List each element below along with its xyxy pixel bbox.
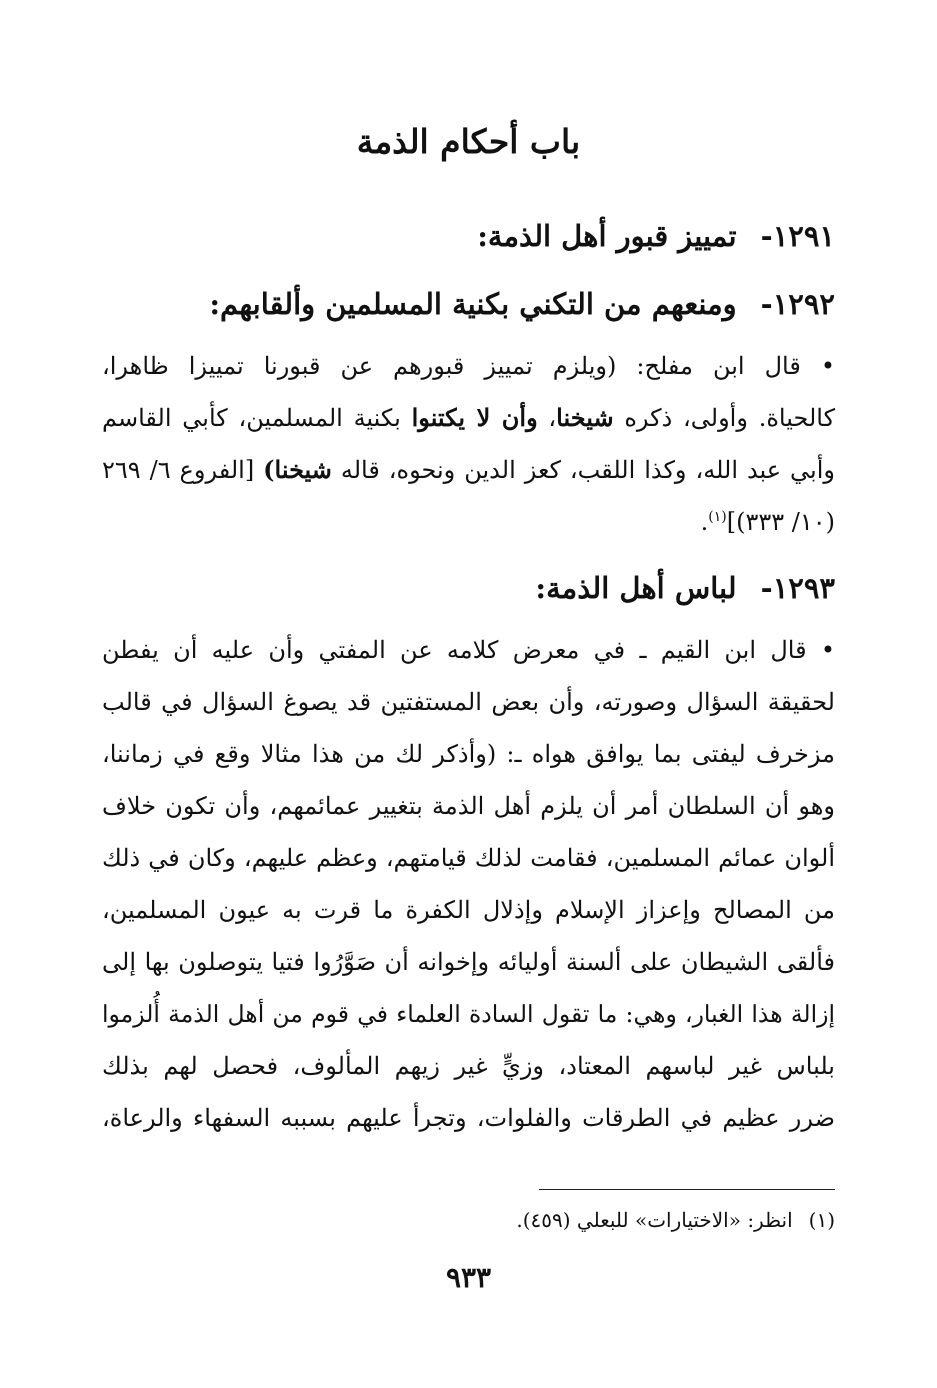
text-run: (١٠/ ٣٣٣)] [726, 508, 835, 536]
text-line: وهو أن السلطان أمر أن يلزم أهل الذمة بتغيير عمائمهم، وأن تكون خلاف [102, 792, 835, 820]
page-number: ٩٣٣ [445, 1261, 492, 1294]
entry-heading-1291 [102, 214, 835, 258]
entry-title: لباس أهل الذمة: [535, 571, 737, 605]
text-line: لحقيقة السؤال وصورته، وأن بعض المستفتين قد يصوغ السؤال في قالب [102, 688, 835, 716]
entry-number: ١٢٩٢- [760, 287, 835, 321]
entry-number: ١٢٩١- [760, 219, 835, 253]
text-run: كالحياة. وأولى، ذكره [613, 404, 836, 432]
text-line [102, 392, 835, 444]
text-run: [الفروع ٦/ ٢٦٩ [102, 456, 264, 484]
text-line: إزالة هذا الغبار، وهي: ما تقول السادة العلماء في قوم من أهل الذمة أُلزموا [102, 1000, 835, 1028]
bold-run: وأن لا يكتنوا [411, 403, 538, 432]
footnote-divider [539, 1189, 835, 1190]
entry-heading-1293 [102, 566, 835, 610]
text-run: بكنية المسلمين، كأبي القاسم [102, 404, 412, 432]
text-line: فألقى الشيطان على ألسنة أوليائه وإخوانه أن صَوَّرُوا فتيا يتوصلون بها إلى [102, 948, 835, 976]
chapter-title: باب أحكام الذمة [356, 122, 581, 161]
text-line [102, 496, 835, 548]
text-line: من المصالح وإعزاز الإسلام وإذلال الكفرة ما قرت به عيون المسلمين، [102, 896, 835, 924]
text-line: • قال ابن القيم ـ في معرض كلامه عن المفتي وأن عليه أن يفطن [102, 636, 835, 664]
footnote [102, 1202, 835, 1238]
text-line: ضرر عظيم في الطرقات والفلوات، وتجرأ عليهم بسببه السفهاء والرعاة، [102, 1104, 835, 1132]
text-line: بلباس غير لباسهم المعتاد، وزيٍّ غير زيهم المألوف، فحصل لهم بذلك [102, 1052, 835, 1080]
footnote-text: انظر: «الاختيارات» للبعلي (٤٥٩). [516, 1208, 793, 1232]
entry-title: ومنعهم من التكني بكنية المسلمين وألقابهم: [209, 287, 737, 321]
text-line: • قال ابن مفلح: (ويلزم تمييز قبورهم عن قبورنا تمييزا ظاهرا، [102, 352, 835, 380]
text-line: ألوان عمائم المسلمين، فقامت لذلك قيامتهم، وعظم عليهم، وكان في ذلك [102, 844, 835, 872]
text-line [102, 444, 835, 496]
entry-title: تمييز قبور أهل الذمة: [477, 219, 737, 253]
bold-run: شيخنا) [263, 455, 332, 484]
paragraph-ibn-al-qayyim [102, 624, 835, 1144]
text-run: . [700, 508, 709, 536]
paragraph-ibn-muflih [102, 340, 835, 548]
text-run: ، [537, 404, 557, 432]
entry-number: ١٢٩٣- [760, 571, 835, 605]
footnote-ref: (١) [708, 509, 727, 525]
bold-run: شيخنا [556, 403, 614, 432]
footnote-marker: (١) [808, 1208, 835, 1232]
entry-heading-1292 [102, 282, 835, 326]
text-line: مزخرف ليفتى بما يوافق هواه ـ: (وأذكر لك من هذا مثالا وقع في زماننا، [102, 740, 835, 768]
text-run: وأبي عبد الله، وكذا اللقب، كعز الدين ونحوه، قاله [331, 456, 835, 484]
